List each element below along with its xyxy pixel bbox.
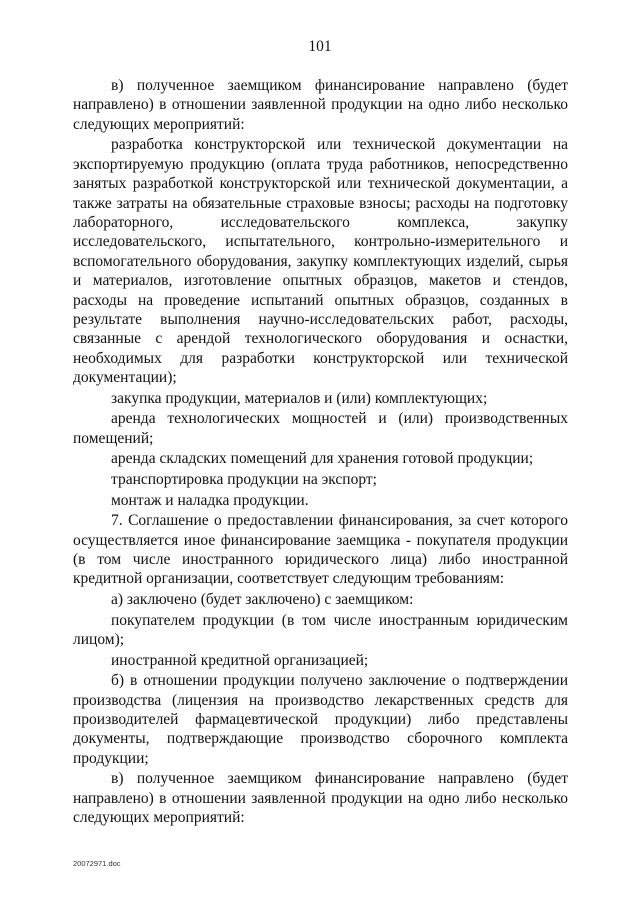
paragraph-foreign-credit-org: иностранной кредитной организацией; — [111, 651, 369, 669]
paragraph-purchase-products: закупка продукции, материалов и (или) комплектующих; — [111, 389, 488, 407]
paragraph-b-production-confirmation: б) в отношении продукции получено заключение о подтверждении производства (лицензия на производство лекарственных средств для производителей фармацевтической продукции) либо представлены документы, подтверждающие производство сборочного комплекта продукции; — [73, 672, 568, 767]
page-number: 101 — [308, 38, 332, 55]
paragraph-rent-warehouses: аренда складских помещений для хранения готовой продукции; — [111, 450, 534, 468]
paragraph-buyer: покупателем продукции (в том числе иностранным юридическим лицом); — [73, 611, 568, 649]
paragraph-v-financing-purpose-2: в) полученное заемщиком финансирование направлено (будет направлено) в отношении заявленной продукции на одно либо несколько следующих мероприятий: — [73, 770, 568, 827]
paragraph-section-7: 7. Соглашение о предоставлении финансирования, за счет которого осуществляется иное финансирование заемщика - покупателя продукции (в том числе иностранного юридического лица) либо иностранной кредитной организации, соответствует следующим требованиям: — [73, 512, 568, 588]
document-body — [73, 76, 568, 829]
footer-doc-name: 20072971.doc — [73, 859, 121, 868]
paragraph-transport-export: транспортировка продукции на экспорт; — [111, 471, 377, 489]
paragraph-installation: монтаж и наладка продукции. — [111, 491, 309, 509]
paragraph-a-concluded: а) заключено (будет заключено) с заемщиком: — [111, 591, 414, 609]
paragraph-design-documentation: разработка конструкторской или технической документации на экспортируемую продукцию (оплата труда работников, непосредственно занятых разработкой конструкторской или технической документации, а также затраты на обязательные страховые взносы; расходы на подготовку лабораторного, исследовательского комплекса, закупку исследовательского, испытательного, контрольно-измерительного и вспомогательного оборудования, закупку комплектующих изделий, сырья и материалов, изготовление опытных образцов, макетов и стендов, расходы на проведение испытаний опытных образцов, созданных в результате выполнения научно-исследовательских работ, расходы, связанные с арендой технологического оборудования и оснастки, необходимых для разработки конструкторской или технической документации); — [73, 136, 568, 387]
paragraph-rent-capacities: аренда технологических мощностей и (или) производственных помещений; — [73, 410, 568, 447]
paragraph-v-financing-purpose: в) полученное заемщиком финансирование направлено (будет направлено) в отношении заявленной продукции на одно либо несколько следующих мероприятий: — [73, 77, 568, 133]
